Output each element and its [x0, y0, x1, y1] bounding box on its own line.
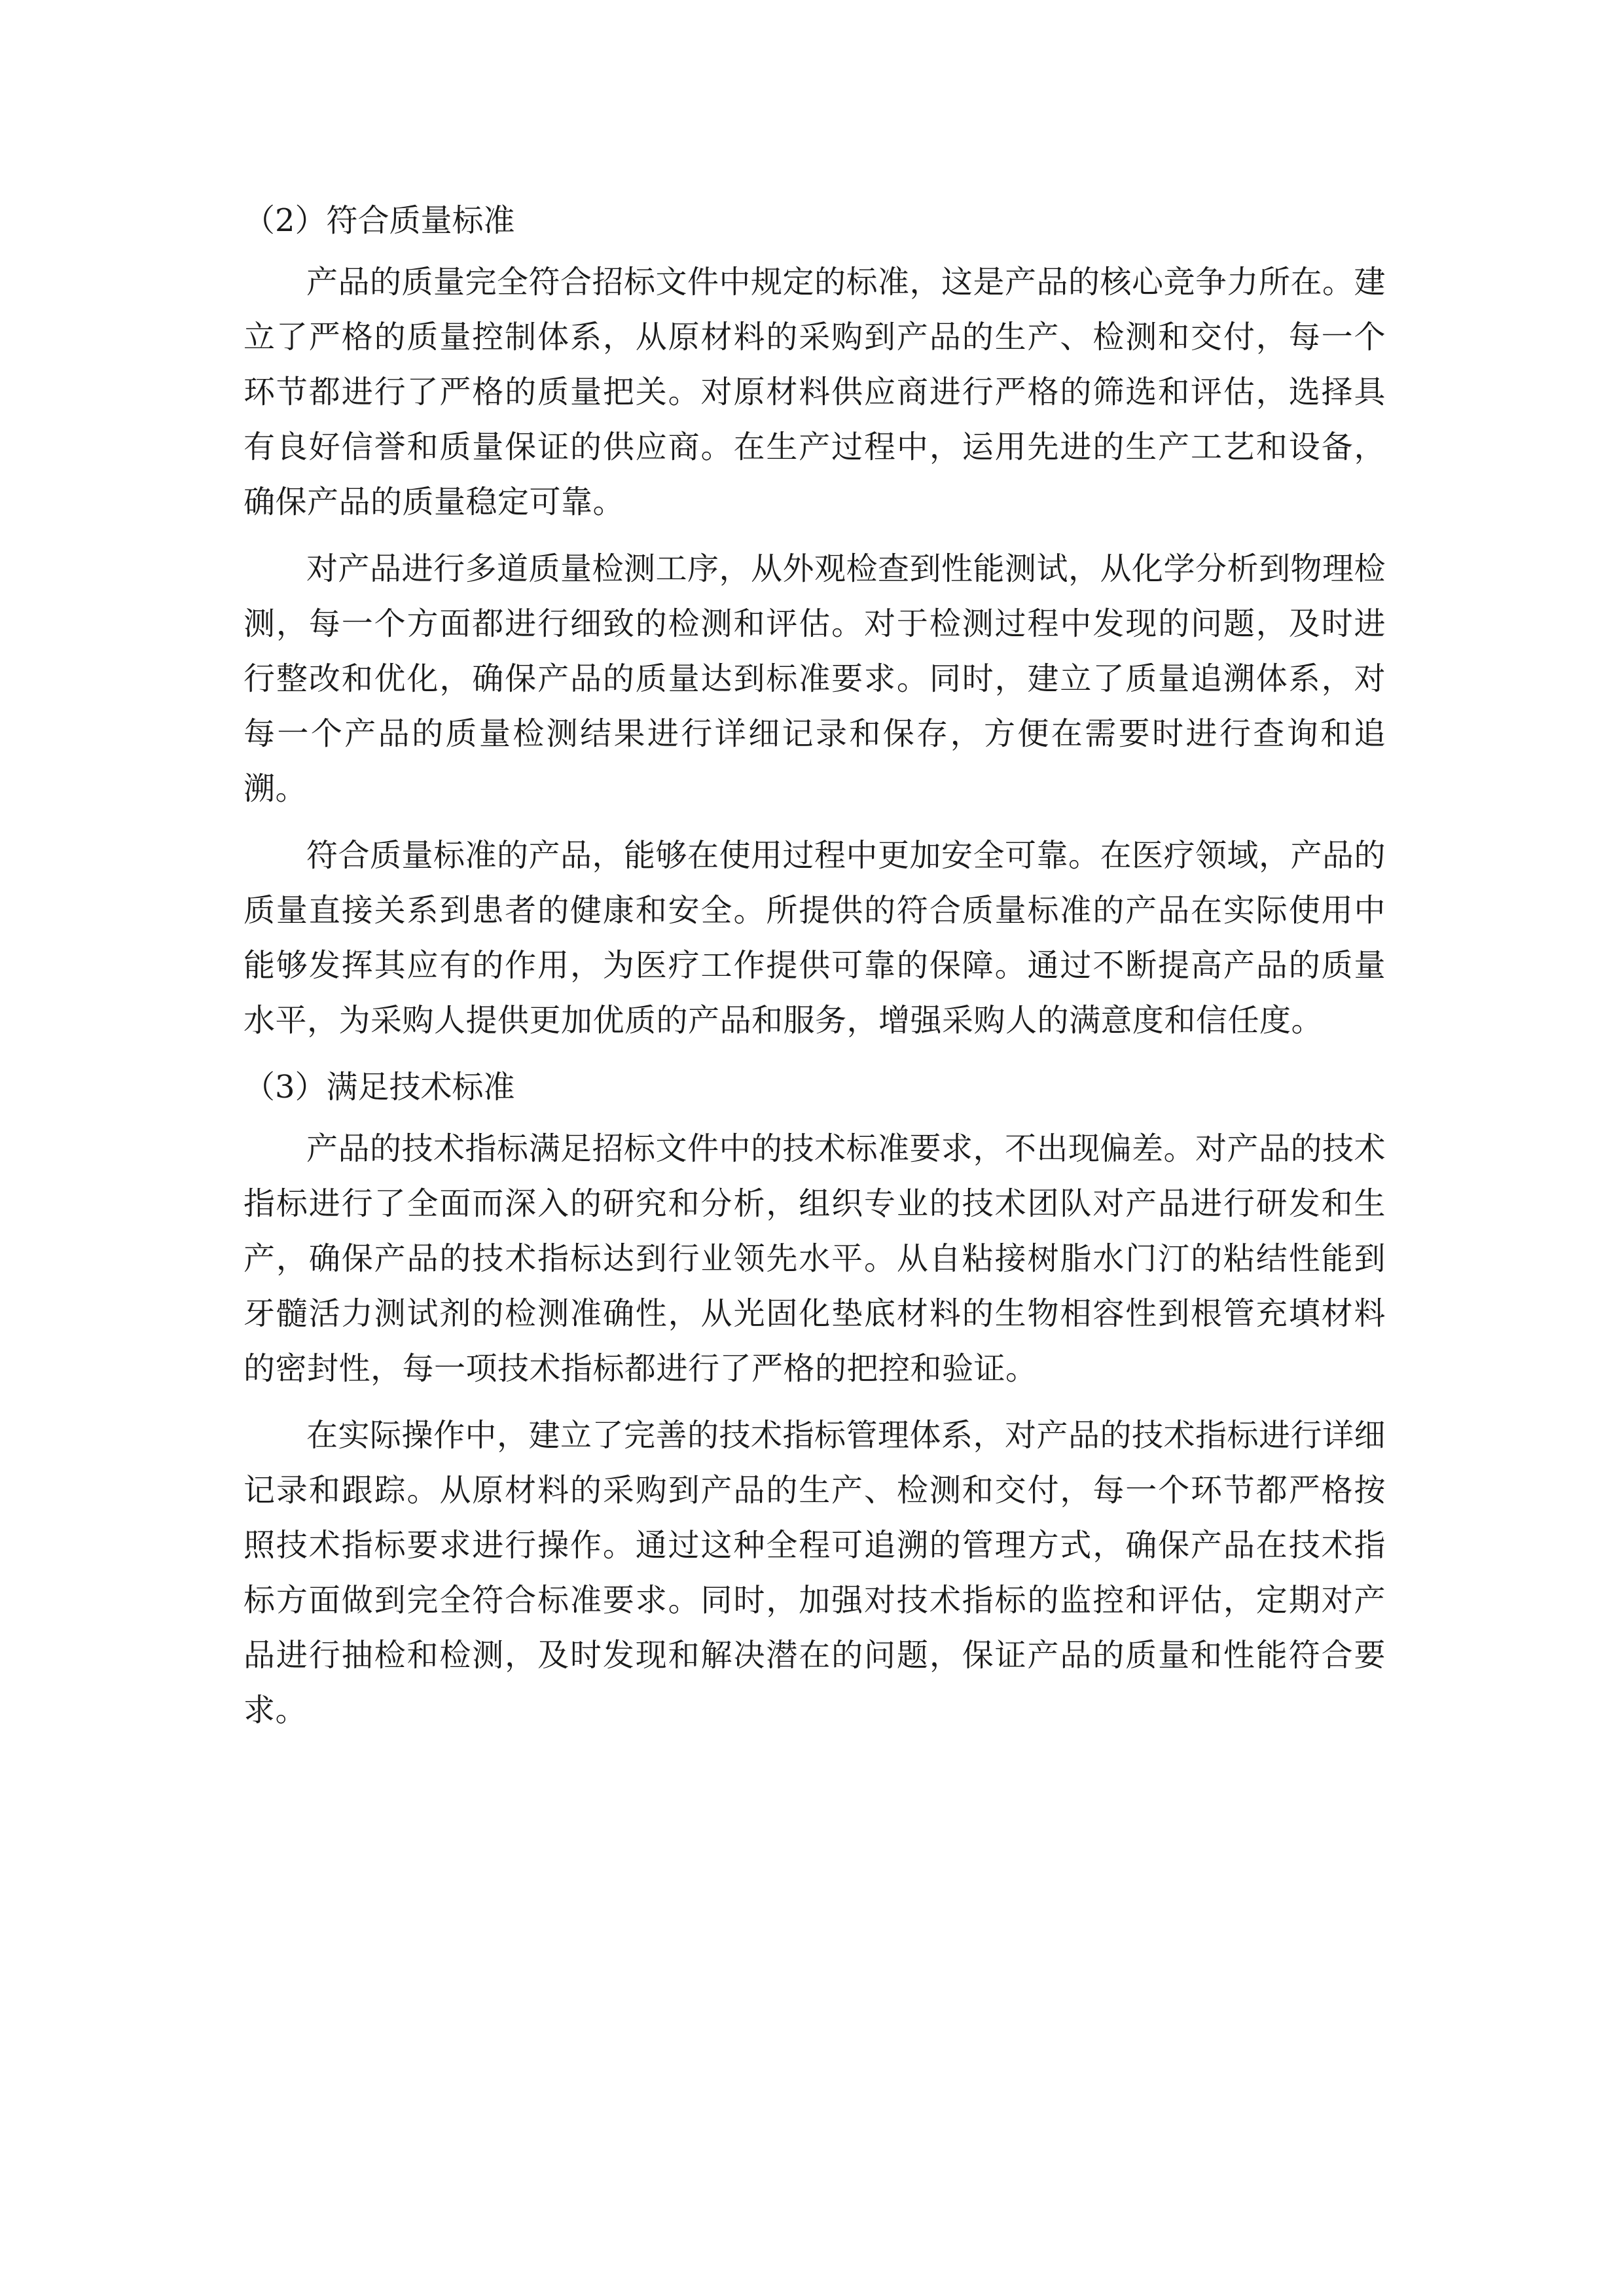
section-heading: （3）满足技术标准 — [244, 1069, 515, 1105]
document-body — [244, 193, 1386, 1749]
section-heading: （2）符合质量标准 — [244, 202, 515, 239]
paragraph: 符合质量标准的产品，能够在使用过程中更加安全可靠。在医疗领域，产品的质量直接关系到患者的健康和安全。所提供的符合质量标准的产品在实际使用中能够发挥其应有的作用，为医疗工作提供可靠的保障。通过不断提高产品的质量水平，为采购人提供更加优质的产品和服务，增强采购人的满意度和信任度。 — [244, 837, 1386, 1039]
paragraph: 对产品进行多道质量检测工序，从外观检查到性能测试，从化学分析到物理检测，每一个方面都进行细致的检测和评估。对于检测过程中发现的问题，及时进行整改和优化，确保产品的质量达到标准要求。同时，建立了质量追溯体系，对每一个产品的质量检测结果进行详细记录和保存，方便在需要时进行查询和追溯。 — [244, 550, 1386, 807]
paragraph: 在实际操作中，建立了完善的技术指标管理体系，对产品的技术指标进行详细记录和跟踪。从原材料的采购到产品的生产、检测和交付，每一个环节都严格按照技术指标要求进行操作。通过这种全程可追溯的管理方式，确保产品在技术指标方面做到完全符合标准要求。同时，加强对技术指标的监控和评估，定期对产品进行抽检和检测，及时发现和解决潜在的问题，保证产品的质量和性能符合要求。 — [244, 1417, 1386, 1729]
section-technical-standard — [244, 1060, 1386, 1738]
paragraph: 产品的质量完全符合招标文件中规定的标准，这是产品的核心竞争力所在。建立了严格的质量控制体系，从原材料的采购到产品的生产、检测和交付，每一个环节都进行了严格的质量把关。对原材料供应商进行严格的筛选和评估，选择具有良好信誉和质量保证的供应商。在生产过程中，运用先进的生产工艺和设备，确保产品的质量稳定可靠。 — [244, 264, 1386, 520]
section-quality-standard — [244, 193, 1386, 1048]
paragraph: 产品的技术指标满足招标文件中的技术标准要求，不出现偏差。对产品的技术指标进行了全面而深入的研究和分析，组织专业的技术团队对产品进行研发和生产，确保产品的技术指标达到行业领先水平。从自粘接树脂水门汀的粘结性能到牙髓活力测试剂的检测准确性，从光固化垫底材料的生物相容性到根管充填材料的密封性，每一项技术指标都进行了严格的把控和验证。 — [244, 1130, 1386, 1387]
